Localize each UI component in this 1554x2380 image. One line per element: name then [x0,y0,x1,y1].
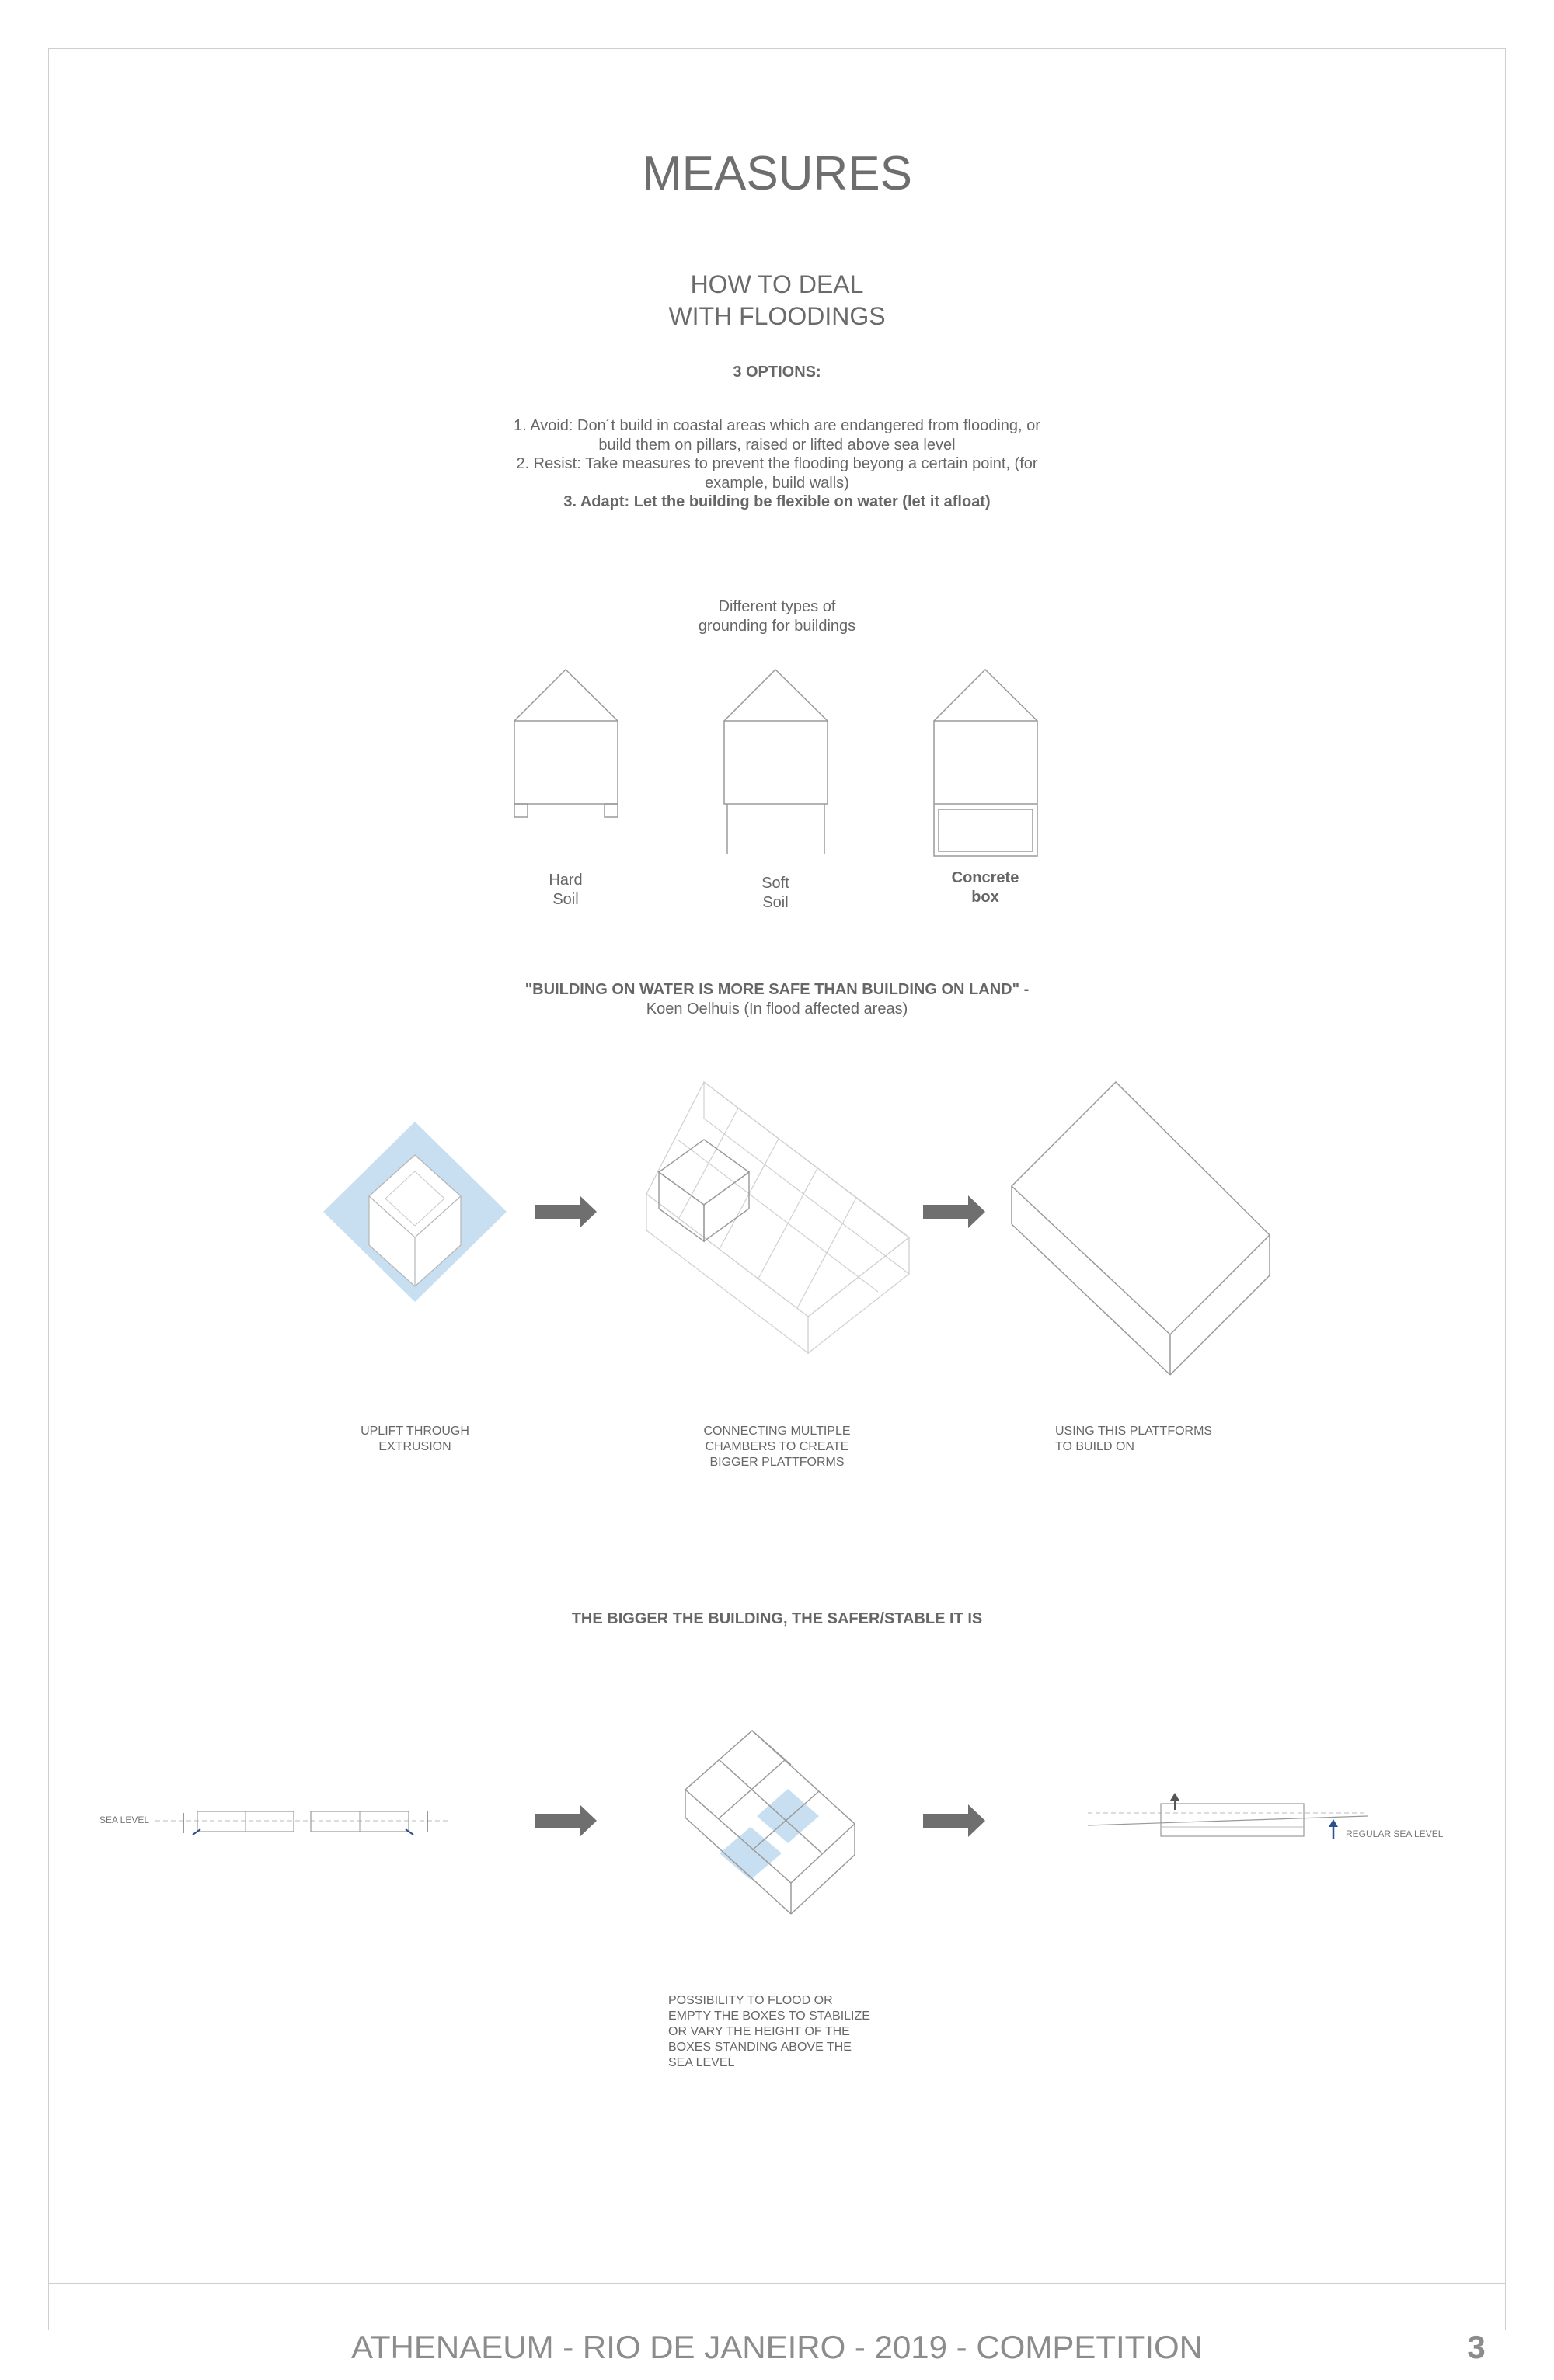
platform-diagram [1012,1082,1270,1375]
arrow-right-3 [535,1804,597,1837]
flooded-boxes-diagram [685,1731,855,1914]
possibility-line-5: SEA LEVEL [668,2056,735,2069]
arrow-right-1 [535,1195,597,1228]
regular-sea-level-diagram [1088,1793,1368,1839]
options-heading: 3 OPTIONS: [733,364,821,381]
house-soft-soil [724,670,828,854]
step-3-line-1: USING THIS PLATTFORMS [1055,1425,1213,1438]
quote-text: "BUILDING ON WATER IS MORE SAFE THAN BUILDING ON LAND" - [524,981,1030,998]
sea-level-boxes-diagram [155,1811,451,1835]
grounding-title-line-1: Different types of [718,598,836,615]
footer-title: ATHENAEUM - RIO DE JANEIRO - 2019 - COMPETITION [350,2329,1204,2365]
connected-chambers-diagram [646,1082,909,1353]
concrete-box-line-1: Concrete [951,869,1019,886]
grounding-title-line-2: grounding for buildings [698,618,856,635]
possibility-line-3: OR VARY THE HEIGHT OF THE [668,2025,850,2038]
step-2-line-2: CHAMBERS TO CREATE [705,1440,849,1453]
step-2-line-3: BIGGER PLATTFORMS [709,1456,845,1469]
house-concrete-box [934,670,1037,856]
option-2-line-2: example, build walls) [705,474,849,492]
option-3: 3. Adapt: Let the building be flexible on water (let it afloat) [563,493,991,510]
option-1-line-2: build them on pillars, raised or lifted above sea level [598,436,956,454]
page-title: MEASURES [642,147,912,200]
arrow-right-2 [923,1195,985,1228]
quote-author: Koen Oelhuis (In flood affected areas) [646,1000,908,1018]
house-hard-soil [514,670,618,817]
possibility-line-4: BOXES STANDING ABOVE THE [668,2041,852,2054]
soft-soil-line-2: Soil [762,894,789,911]
arrow-right-4 [923,1804,985,1837]
step-3-line-2: TO BUILD ON [1055,1440,1134,1453]
hard-soil-line-1: Hard [549,872,583,889]
step-2-line-1: CONNECTING MULTIPLE [703,1425,851,1438]
concrete-box-line-2: box [971,889,999,906]
soft-soil-line-1: Soft [761,875,789,892]
regular-sea-level-label: REGULAR SEA LEVEL [1346,1828,1444,1839]
subtitle-line-2: WITH FLOODINGS [668,302,886,330]
bigger-building-heading: THE BIGGER THE BUILDING, THE SAFER/STABLE IT IS [571,1610,983,1627]
possibility-line-2: EMPTY THE BOXES TO STABILIZE [668,2009,870,2023]
hard-soil-line-2: Soil [552,891,579,908]
possibility-line-1: POSSIBILITY TO FLOOD OR [668,1994,833,2007]
uplift-extrusion-diagram [323,1122,507,1302]
option-1-line-1: 1. Avoid: Don´t build in coastal areas which are endangered from flooding, or [514,417,1040,434]
step-1-line-1: UPLIFT THROUGH [361,1425,469,1438]
sea-level-label: SEA LEVEL [99,1815,150,1825]
page-number: 3 [1467,2329,1486,2365]
step-1-line-2: EXTRUSION [378,1440,451,1453]
option-2-line-1: 2. Resist: Take measures to prevent the flooding beyong a certain point, (for [516,455,1038,472]
subtitle-line-1: HOW TO DEAL [690,270,864,298]
